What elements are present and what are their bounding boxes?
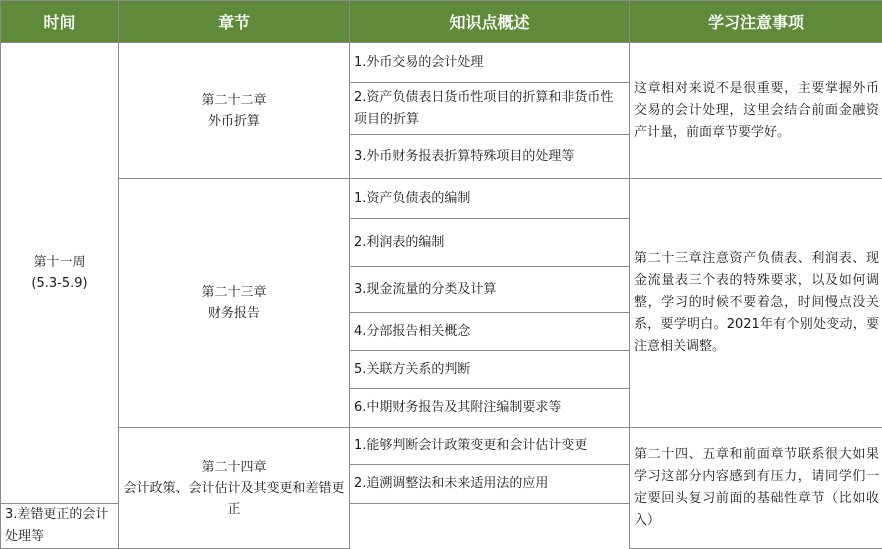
study-note: 第二十三章注意资产负债表、利润表、现金流量表三个表的特殊要求，以及如何调整，学习的时候不要着急，时间慢点没关系，要学明白。2021年有个别处变动，要注意相关调整。 [630,179,882,428]
chapter-cell [119,428,350,549]
knowledge-point: 2.利润表的编制 [350,219,630,267]
knowledge-point: 2.资产负债表日货币性项目的折算和非货币性项目的折算 [350,83,630,135]
chapter-number: 第二十二章 [119,90,349,111]
knowledge-point: 5.关联方关系的判断 [350,351,630,389]
header-chapter: 章节 [119,1,350,43]
knowledge-point: 3.外币财务报表折算特殊项目的处理等 [350,135,630,179]
chapter-number: 第二十四章 [119,457,349,478]
table-row [1,43,882,83]
chapter-number: 第二十三章 [119,282,349,303]
knowledge-point: 3.现金流量的分类及计算 [350,267,630,313]
header-knowledge: 知识点概述 [350,1,630,43]
knowledge-point: 3.差错更正的会计处理等 [1,504,119,549]
study-note: 第二十四、五章和前面章节联系很大如果学习这部分内容感到有压力，请同学们一定要回头复习前面的基础性章节（比如收入） [630,428,882,549]
week-dates: (5.3-5.9) [1,273,118,294]
knowledge-point: 4.分部报告相关概念 [350,313,630,351]
knowledge-point: 6.中期财务报告及其附注编制要求等 [350,389,630,428]
header-notes: 学习注意事项 [630,1,882,43]
chapter-title: 会计政策、会计估计及其变更和差错更正 [119,478,349,520]
week-cell [1,43,119,504]
chapter-title: 外币折算 [119,111,349,132]
study-note: 这章相对来说不是很重要，主要掌握外币交易的会计处理，这里会结合前面金融资产计量，前面章节要学好。 [630,43,882,179]
week-label: 第十一周 [1,252,118,273]
knowledge-point: 1.外币交易的会计处理 [350,43,630,83]
table-row [1,179,882,219]
table-row [1,428,882,465]
chapter-cell [119,43,350,179]
header-time: 时间 [1,1,119,43]
chapter-cell [119,179,350,428]
knowledge-point: 1.资产负债表的编制 [350,179,630,219]
header-row [1,1,882,43]
chapter-title: 财务报告 [119,303,349,324]
knowledge-point: 1.能够判断会计政策变更和会计估计变更 [350,428,630,465]
knowledge-point: 2.追溯调整法和未来适用法的应用 [350,465,630,504]
